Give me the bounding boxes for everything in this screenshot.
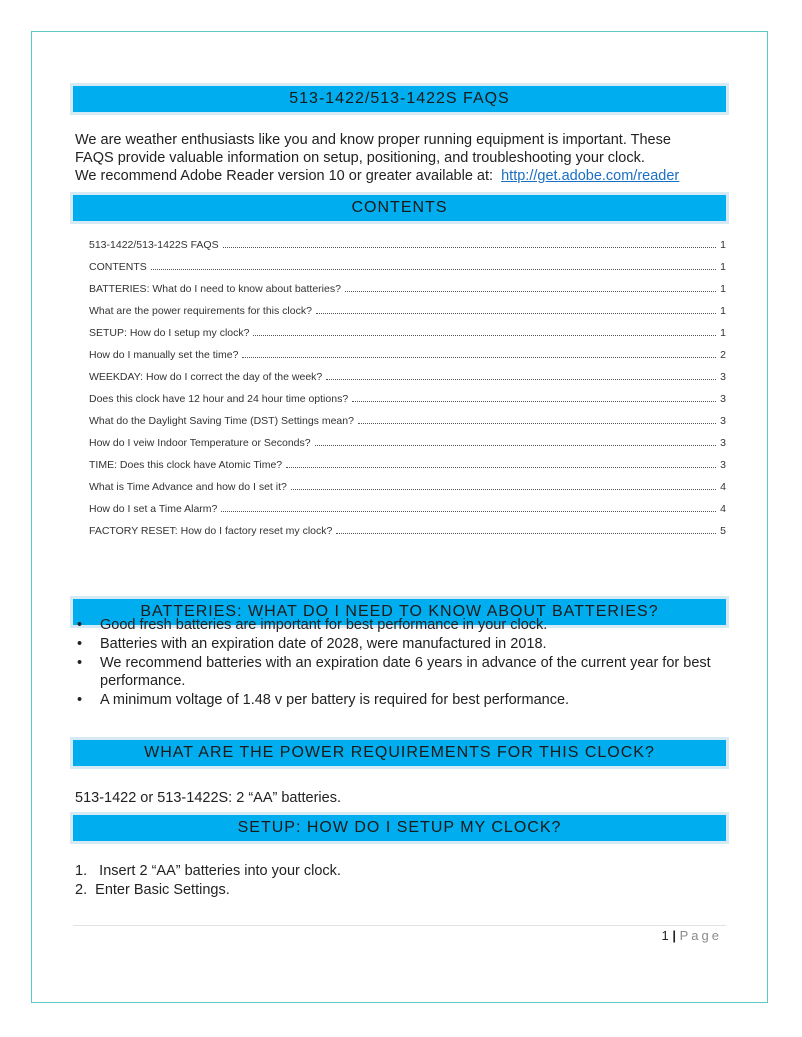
toc-entry-title: What are the power requirements for this clock?	[89, 305, 312, 317]
toc-entry-page: 3	[720, 437, 726, 449]
toc-entry[interactable]	[89, 339, 726, 361]
list-item-text: A minimum voltage of 1.48 v per battery is required for best performance.	[100, 692, 570, 708]
toc-leader-dots	[291, 488, 716, 490]
toc-leader-dots	[336, 532, 716, 534]
list-item-text: Batteries with an expiration date of 2028, were manufactured in 2018.	[100, 636, 547, 652]
toc-entry[interactable]	[89, 273, 726, 295]
toc-entry-page: 1	[720, 283, 726, 295]
toc-entry-page: 4	[720, 481, 726, 493]
intro-line-3-prefix: We recommend Adobe Reader version 10 or greater available at:	[75, 168, 502, 184]
toc-entry-page: 1	[720, 305, 726, 317]
setup-step: 2. Enter Basic Settings.	[75, 882, 230, 898]
setup-heading: SETUP: HOW DO I SETUP MY CLOCK?	[73, 815, 726, 841]
toc-entry[interactable]	[89, 471, 726, 493]
toc-leader-dots	[345, 290, 716, 292]
list-item	[75, 616, 735, 634]
toc-entry-title: TIME: Does this clock have Atomic Time?	[89, 459, 283, 471]
toc-entry-title: CONTENTS	[89, 261, 147, 273]
setup-steps	[75, 862, 341, 900]
toc-leader-dots	[151, 268, 716, 270]
toc-entry-title: FACTORY RESET: How do I factory reset my clock?	[89, 525, 333, 537]
list-item	[75, 691, 735, 709]
footer-separator: |	[672, 928, 676, 943]
bullet-icon: •	[77, 636, 83, 652]
toc-leader-dots	[221, 510, 716, 512]
page-footer	[662, 928, 723, 943]
intro-line-2: FAQS provide valuable information on setup, positioning, and troubleshooting your clock.	[75, 150, 645, 166]
toc-entry-title: WEEKDAY: How do I correct the day of the week?	[89, 371, 323, 383]
toc-leader-dots	[253, 334, 716, 336]
toc-entry-page: 3	[720, 393, 726, 405]
toc-entry[interactable]	[89, 229, 726, 251]
toc-entry-page: 3	[720, 415, 726, 427]
setup-step: 1. Insert 2 “AA” batteries into your clock.	[75, 863, 341, 879]
toc-entry[interactable]	[89, 317, 726, 339]
list-item-text: We recommend batteries with an expiration date 6 years in advance of the current year for best performance.	[100, 655, 711, 689]
toc-entry-page: 1	[720, 261, 726, 273]
toc-leader-dots	[358, 422, 716, 424]
toc-entry[interactable]	[89, 493, 726, 515]
toc-entry-title: How do I manually set the time?	[89, 349, 239, 361]
bullet-icon: •	[77, 692, 83, 708]
toc-entry[interactable]	[89, 295, 726, 317]
toc-entry-title: How do I set a Time Alarm?	[89, 503, 218, 515]
power-heading: WHAT ARE THE POWER REQUIREMENTS FOR THIS CLOCK?	[73, 740, 726, 766]
toc-entry-page: 3	[720, 459, 726, 471]
toc-leader-dots	[223, 246, 717, 248]
toc-leader-dots	[242, 356, 716, 358]
contents-heading: CONTENTS	[73, 195, 726, 221]
toc-entry-title: 513-1422/513-1422S FAQS	[89, 239, 219, 251]
table-of-contents	[89, 229, 726, 537]
adobe-reader-link[interactable]: http://get.adobe.com/reader	[501, 168, 680, 184]
toc-entry-page: 5	[720, 525, 726, 537]
toc-entry[interactable]	[89, 361, 726, 383]
toc-entry[interactable]	[89, 515, 726, 537]
batteries-heading: BATTERIES: WHAT DO I NEED TO KNOW ABOUT BATTERIES?	[73, 599, 726, 625]
toc-entry-page: 1	[720, 327, 726, 339]
bullet-icon: •	[77, 617, 83, 633]
bullet-icon: •	[77, 655, 83, 671]
toc-leader-dots	[316, 312, 716, 314]
list-item	[75, 654, 735, 690]
batteries-list	[75, 616, 735, 710]
toc-entry-page: 1	[720, 239, 726, 251]
toc-entry-page: 2	[720, 349, 726, 361]
toc-entry[interactable]	[89, 427, 726, 449]
page-label: Page	[679, 928, 722, 943]
page-number: 1	[661, 928, 669, 943]
toc-entry-title: SETUP: How do I setup my clock?	[89, 327, 250, 339]
toc-entry[interactable]	[89, 383, 726, 405]
power-text: 513-1422 or 513-1422S: 2 “AA” batteries.	[75, 790, 341, 806]
toc-entry-title: Does this clock have 12 hour and 24 hour time options?	[89, 393, 349, 405]
footer-divider	[73, 925, 726, 926]
toc-leader-dots	[326, 378, 716, 380]
toc-entry-title: What is Time Advance and how do I set it?	[89, 481, 287, 493]
toc-leader-dots	[286, 466, 716, 468]
intro-line-1: We are weather enthusiasts like you and know proper running equipment is important. These	[75, 132, 671, 148]
toc-entry-page: 4	[720, 503, 726, 515]
list-item	[75, 635, 735, 653]
toc-entry-page: 3	[720, 371, 726, 383]
toc-leader-dots	[352, 400, 716, 402]
toc-entry[interactable]	[89, 251, 726, 273]
toc-leader-dots	[315, 444, 717, 446]
toc-entry[interactable]	[89, 449, 726, 471]
doc-title: 513-1422/513-1422S FAQS	[73, 86, 726, 112]
toc-entry-title: What do the Daylight Saving Time (DST) Settings mean?	[89, 415, 354, 427]
list-item-text: Good fresh batteries are important for best performance in your clock.	[100, 617, 548, 633]
toc-entry[interactable]	[89, 405, 726, 427]
toc-entry-title: How do I veiw Indoor Temperature or Seconds?	[89, 437, 311, 449]
toc-entry-title: BATTERIES: What do I need to know about batteries?	[89, 283, 341, 295]
intro-line-3	[75, 167, 679, 185]
